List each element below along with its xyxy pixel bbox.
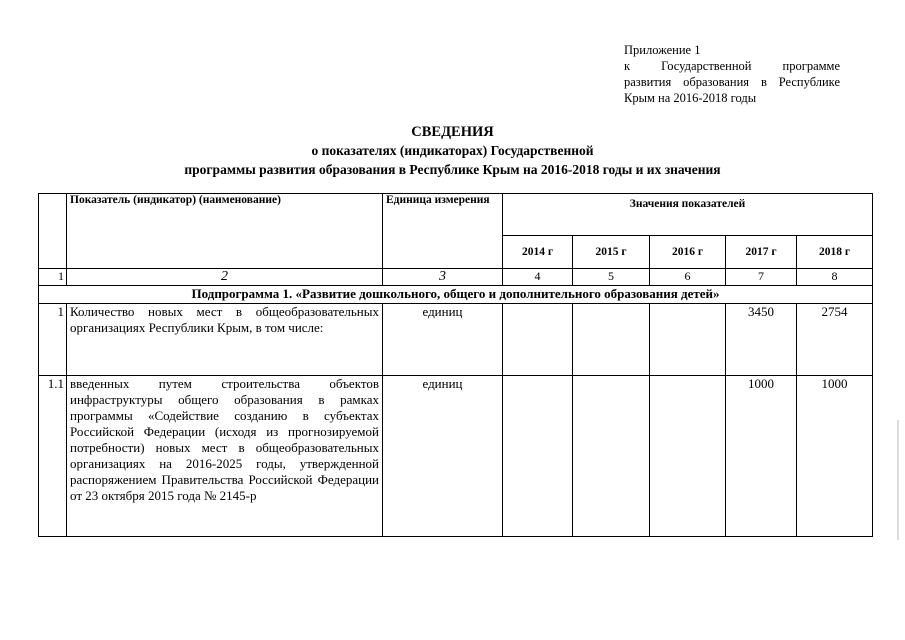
row-value-2017: 1000	[726, 376, 797, 537]
colnum-8: 8	[797, 269, 873, 286]
row-unit: единиц	[383, 304, 503, 376]
row-number: 1	[39, 304, 67, 376]
row-indicator-name: Количество новых мест в общеобразовательных организациях Республики Крым, в том числе:	[67, 304, 383, 376]
colnum-5: 5	[573, 269, 650, 286]
appendix-line-1: Приложение 1	[624, 43, 701, 57]
row-value-2015	[573, 376, 650, 537]
header-year-2018: 2018 г	[797, 236, 873, 269]
header-year-2016: 2016 г	[650, 236, 726, 269]
colnum-7: 7	[726, 269, 797, 286]
row-value-2014	[503, 304, 573, 376]
row-value-2018: 1000	[797, 376, 873, 537]
header-year-2017: 2017 г	[726, 236, 797, 269]
row-value-2014	[503, 376, 573, 537]
row-value-2016	[650, 376, 726, 537]
document-subtitle-1: о показателях (индикаторах) Государственной	[311, 143, 594, 158]
document-subtitle-2: программы развития образования в Республике Крым на 2016-2018 годы и их значения	[184, 162, 721, 177]
colnum-2: 2	[67, 269, 383, 286]
row-indicator-name: введенных путем строительства объектов инфраструктуры общего образования в рамках программы «Содействие созданию в субъектах Российской Федерации (исходя из прогнозируемой потребности) новых мест в общеобразовательных организациях на 2016-2025 годы, утвержденной распоряжением Правительства Российской Федерации от 23 октября 2015 года № 2145-р	[67, 376, 383, 537]
appendix-line-3: развития образования в Республике	[624, 75, 840, 89]
appendix-line-4: Крым на 2016-2018 годы	[624, 91, 757, 105]
header-unit: Единица измерения	[383, 194, 503, 269]
appendix-line-2: к Государственной программе	[624, 59, 840, 73]
colnum-6: 6	[650, 269, 726, 286]
header-year-2014: 2014 г	[503, 236, 573, 269]
colnum-1: 1	[39, 269, 67, 286]
table-row	[39, 376, 873, 537]
subprogram-title: Подпрограмма 1. «Развитие дошкольного, общего и дополнительного образования детей»	[39, 286, 873, 304]
colnum-3: 3	[383, 269, 503, 286]
document-title: СВЕДЕНИЯ	[411, 124, 494, 140]
colnum-4: 4	[503, 269, 573, 286]
row-number: 1.1	[39, 376, 67, 537]
appendix-note	[624, 42, 840, 106]
indicators-table	[38, 193, 873, 537]
row-value-2015	[573, 304, 650, 376]
row-value-2016	[650, 304, 726, 376]
row-unit: единиц	[383, 376, 503, 537]
header-values: Значения показателей	[503, 194, 873, 236]
header-year-2015: 2015 г	[573, 236, 650, 269]
table-row	[39, 304, 873, 376]
row-value-2018: 2754	[797, 304, 873, 376]
scan-edge-mark	[897, 420, 899, 540]
row-value-2017: 3450	[726, 304, 797, 376]
header-num-cell	[39, 194, 67, 269]
header-indicator: Показатель (индикатор) (наименование)	[67, 194, 383, 269]
